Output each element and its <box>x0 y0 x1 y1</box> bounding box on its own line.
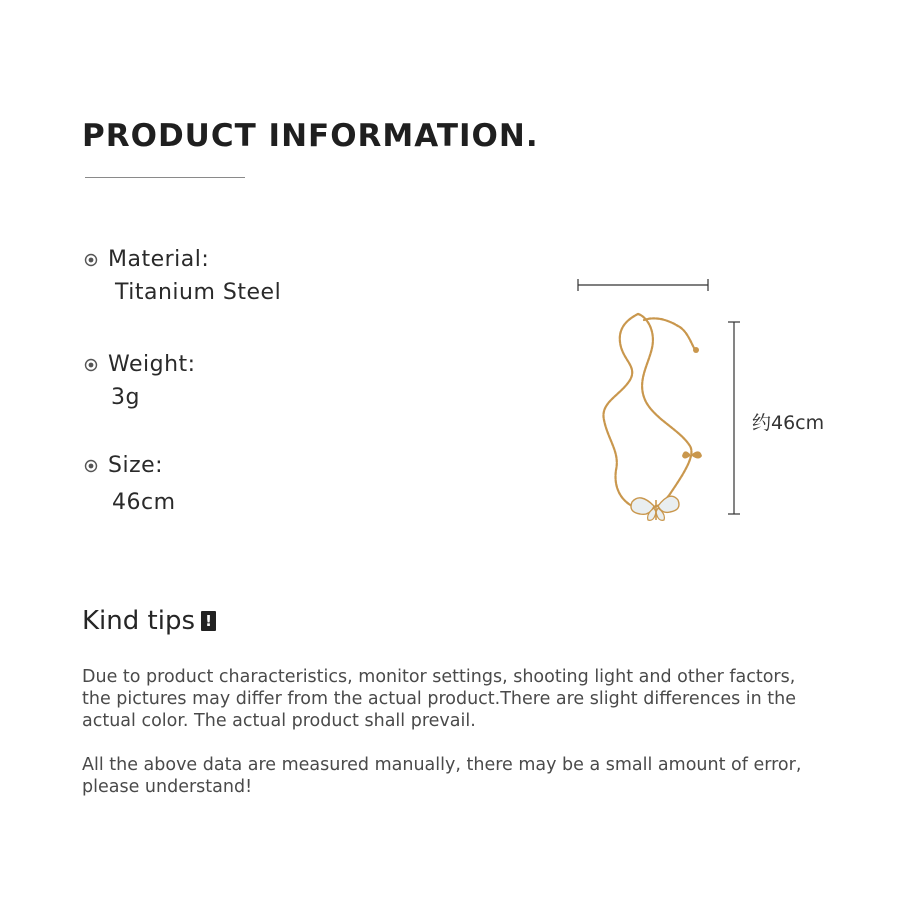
kind-tips-title: Kind tips <box>82 606 195 636</box>
length-dimension-line <box>728 322 740 514</box>
size-label: Size: <box>108 453 164 478</box>
circle-bullet-icon <box>84 459 98 473</box>
title-underline <box>85 177 245 178</box>
circle-bullet-icon <box>84 358 98 372</box>
material-value: Titanium Steel <box>115 280 282 305</box>
size-value: 46cm <box>112 490 176 515</box>
chain <box>603 314 694 509</box>
material-label: Material: <box>108 247 210 272</box>
spec-material <box>84 247 281 305</box>
weight-value: 3g <box>111 385 140 410</box>
width-dimension-line <box>578 279 708 291</box>
tips-paragraph-1: Due to product characteristics, monitor settings, shooting light and other factors, the pictures may differ from the actual product.There are slight differences in the actual color. The actual product shall prevail. <box>82 667 796 731</box>
weight-label: Weight: <box>108 352 196 377</box>
spec-weight <box>84 352 196 410</box>
tips-paragraph-2: All the above data are measured manually, there may be a small amount of error, please understand! <box>82 755 802 797</box>
exclamation-icon: ! <box>201 611 216 631</box>
kind-tips-heading <box>82 606 216 636</box>
page-title: PRODUCT INFORMATION. <box>82 118 539 154</box>
spec-size <box>84 453 176 515</box>
length-dimension-label: 约46cm <box>752 412 825 434</box>
butterfly-pendant <box>631 496 679 520</box>
clasp <box>693 347 699 353</box>
circle-bullet-icon <box>84 253 98 267</box>
